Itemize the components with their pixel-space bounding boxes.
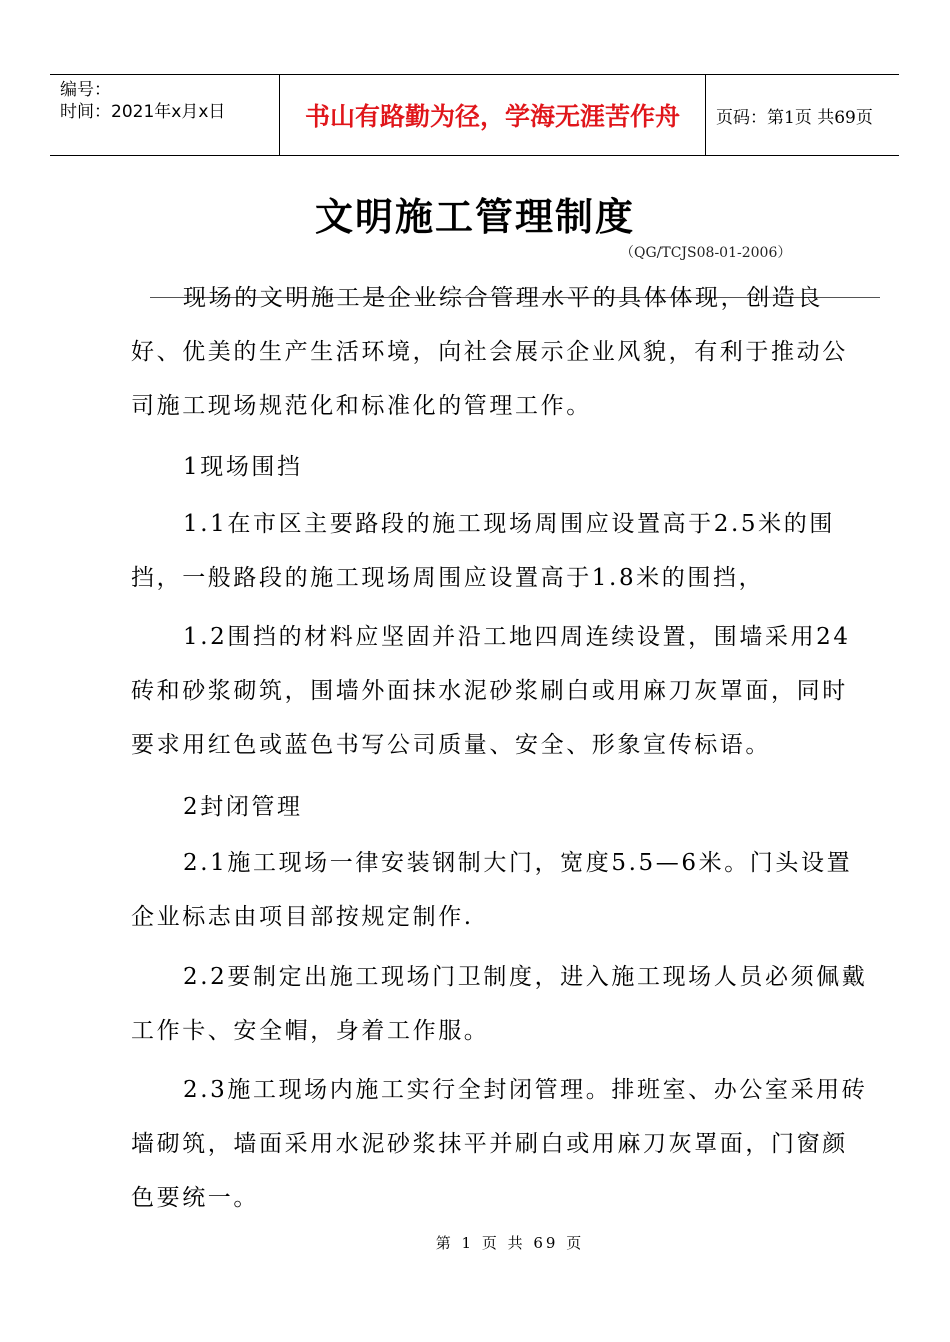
header-motto: 书山有路勤为径，学海无涯苦作舟 bbox=[304, 102, 680, 131]
header-page-cell bbox=[706, 75, 899, 155]
header-page-info: 页码：第1页 共69页 bbox=[716, 107, 873, 128]
section-heading-2: 2封闭管理 bbox=[183, 794, 303, 820]
paragraph-1-2: 1.2围挡的材料应坚固并沿工地四周连续设置，围墙采用24砖和砂浆砌筑，围墙外面抹水泥砂浆刷白或用麻刀灰罩面，同时要求用红色或蓝色书写公司质量、安全、形象宣传标语。 bbox=[131, 624, 851, 758]
paragraph-2-1: 2.1施工现场一律安装钢制大门，宽度5.5—6米。门头设置企业标志由项目部按规定制作. bbox=[131, 850, 853, 930]
document-title: 文明施工管理制度 bbox=[314, 194, 635, 239]
number-label: 编号： bbox=[60, 80, 111, 100]
paragraph-2-3: 2.3施工现场内施工实行全封闭管理。排班室、办公室采用砖墙砌筑，墙面采用水泥砂浆抹平并刷白或用麻刀灰罩面，门窗颜色要统一。 bbox=[131, 1077, 868, 1211]
time-label: 时间：2021年x月x日 bbox=[60, 102, 226, 122]
document-header-table bbox=[50, 74, 899, 156]
page-footer: 第 1 页 共 69 页 bbox=[435, 1234, 585, 1252]
paragraph-1-1: 1.1在市区主要路段的施工现场周围应设置高于2.5米的围挡，一般路段的施工现场周围应设置高于1.8米的围挡， bbox=[131, 511, 835, 591]
paragraph-intro: 现场的文明施工是企业综合管理水平的具体体现，创造良好、优美的生产生活环境，向社会展示企业风貌，有利于推动公司施工现场规范化和标准化的管理工作。 bbox=[131, 285, 848, 419]
paragraph-2-2: 2.2要制定出施工现场门卫制度，进入施工现场人员必须佩戴工作卡、安全帽，身着工作服。 bbox=[131, 964, 868, 1044]
header-meta-cell bbox=[50, 75, 280, 155]
section-heading-1: 1现场围挡 bbox=[183, 454, 303, 480]
standard-code: （QG/TCJS08-01-2006） bbox=[620, 245, 792, 261]
header-motto-cell bbox=[280, 75, 706, 155]
